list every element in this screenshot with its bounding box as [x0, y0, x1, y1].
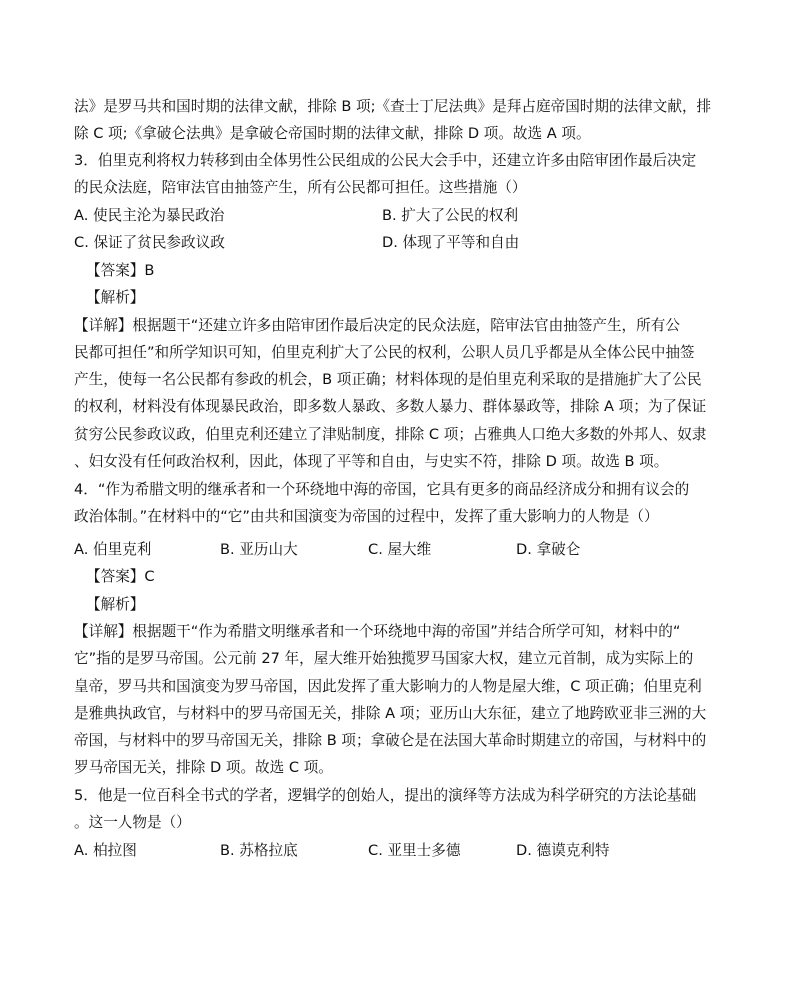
q3-option-c: C. 保证了贫民参政议政	[74, 234, 225, 251]
q4-detail-line-4: 是雅典执政官，与材料中的罗马帝国无关，排除 A 项；亚历山大东征，建立了地跨欧亚非三洲的大	[74, 705, 707, 722]
q4-detail-line-3: 皇帝，罗马共和国演变为罗马帝国，因此发挥了重大影响力的人物是屋大维，C 项正确；伯里克利	[74, 678, 702, 695]
q4-option-a: A. 伯里克利	[74, 541, 152, 558]
q4-detail-line-6: 罗马帝国无关，排除 D 项。故选 C 项。	[74, 759, 333, 776]
q3-option-b: B. 扩大了公民的权利	[382, 207, 519, 224]
q5-option-b: B. 苏格拉底	[220, 842, 298, 859]
q5-option-d: D. 德谟克利特	[516, 842, 610, 859]
prev-explanation-line-1: 法》是罗马共和国时期的法律文献，排除 B 项;《查士丁尼法典》是拜占庭帝国时期的法律文献，排	[74, 98, 712, 115]
q4-detail-line-1: 【详解】根据题干“作为希腊文明继承者和一个环绕地中海的帝国”并结合所学可知，材料中的“	[74, 623, 681, 640]
q3-analysis-heading: 【解析】	[86, 289, 145, 306]
q3-answer: 【答案】B	[86, 262, 155, 279]
q4-analysis-heading: 【解析】	[86, 596, 145, 613]
q3-detail-line-6: 、妇女没有任何政治权利，因此，体现了平等和自由，与史实不符，排除 D 项。故选 B 项。	[74, 453, 669, 470]
q4-option-d: D. 拿破仑	[516, 541, 581, 558]
q4-answer: 【答案】C	[86, 568, 155, 585]
q3-stem-line-2: 的民众法庭，陪审法官由抽签产生，所有公民都可担任。这些措施（）	[74, 179, 527, 196]
q3-detail-line-4: 的权利，材料没有体现暴民政治，即多数人暴政、多数人暴力、群体暴政等，排除 A 项；为了保证	[74, 398, 707, 415]
q3-detail-line-5: 贫穷公民参政议政，伯里克利还建立了津贴制度，排除 C 项；占雅典人口绝大多数的外邦人、奴隶	[74, 426, 707, 443]
q4-detail-line-2: 它”指的是罗马帝国。公元前 27 年，屋大维开始独揽罗马国家大权，建立元首制，成为实际上的	[74, 650, 694, 667]
prev-explanation-line-2: 除 C 项;《拿破仑法典》是拿破仑帝国时期的法律文献，排除 D 项。故选 A 项。	[74, 125, 591, 142]
q4-detail-line-5: 帝国，与材料中的罗马帝国无关，排除 B 项；拿破仑是在法国大革命时期建立的帝国，与材料中的	[74, 732, 707, 749]
q3-stem-line-1: 3．伯里克利将权力转移到由全体男性公民组成的公民大会手中，还建立许多由陪审团作最后决定	[74, 152, 697, 169]
q4-stem-line-2: 政治体制。”在材料中的“它”由共和国演变为帝国的过程中，发挥了重大影响力的人物是（）	[74, 508, 659, 525]
q3-detail-line-1: 【详解】根据题干“还建立许多由陪审团作最后决定的民众法庭，陪审法官由抽签产生，所有公	[74, 317, 680, 334]
q4-option-b: B. 亚历山大	[220, 541, 298, 558]
q3-option-a: A. 使民主沦为暴民政治	[74, 207, 225, 224]
q3-detail-line-3: 产生，使每一名公民都有参政的机会，B 项正确；材料体现的是伯里克利采取的是措施扩大了公民	[74, 371, 702, 388]
q5-stem-line-1: 5．他是一位百科全书式的学者，逻辑学的创始人，提出的演绎等方法成为科学研究的方法论基础	[74, 787, 697, 804]
q3-detail-line-2: 民都可担任”和所学知识可知，伯里克利扩大了公民的权利，公职人员几乎都是从全体公民中抽签	[74, 344, 695, 361]
q5-option-a: A. 柏拉图	[74, 842, 137, 859]
q5-stem-line-2: 。这一人物是（）	[74, 814, 191, 831]
q4-option-c: C. 屋大维	[368, 541, 432, 558]
q5-option-c: C. 亚里士多德	[368, 842, 461, 859]
q4-stem-line-1: 4．“作为希腊文明的继承者和一个环绕地中海的帝国，它具有更多的商品经济成分和拥有议会的	[74, 481, 690, 498]
q3-option-d: D. 体现了平等和自由	[382, 234, 520, 251]
